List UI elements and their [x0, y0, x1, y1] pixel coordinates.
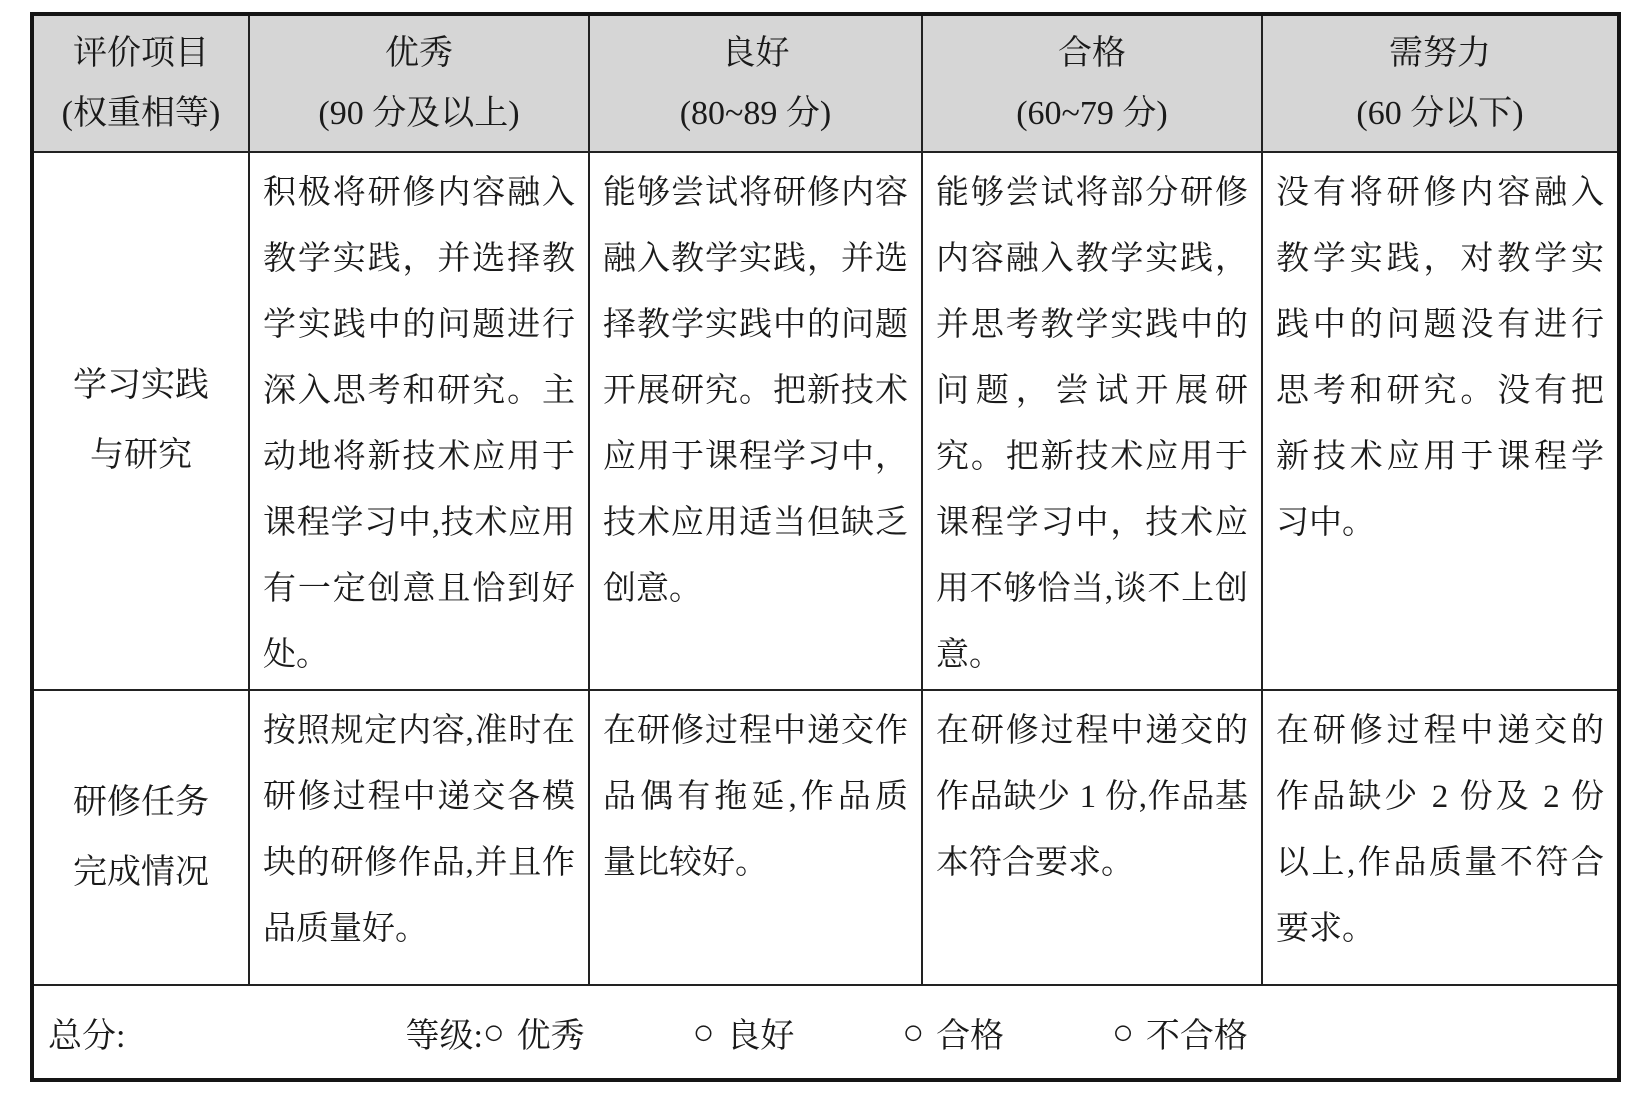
total-score-row [32, 985, 1619, 1080]
radio-circle-icon[interactable]: ○ [482, 1012, 505, 1052]
header-cell-good [589, 14, 922, 152]
grade-option-fail[interactable] [1112, 1008, 1248, 1057]
row-label-task-completion [32, 690, 249, 985]
row-label-line2: 完成情况 [73, 853, 209, 891]
row-label-line1: 学习实践 [73, 367, 209, 404]
table-row-task-completion [32, 690, 1619, 985]
cell-learning-pass: 能够尝试将部分研修内容融入教学实践，并思考教学实践中的问题，尝试开展研究。把新技术应用于课程学习中，技术应用不够恰当,谈不上创意。 [922, 152, 1262, 690]
header-cell-needs-work [1262, 14, 1619, 152]
radio-circle-icon[interactable]: ○ [692, 1012, 715, 1052]
header-needs-work-title: 需努力 [1389, 34, 1491, 72]
header-excellent-title: 优秀 [385, 34, 453, 72]
radio-circle-icon[interactable]: ○ [1112, 1012, 1134, 1052]
radio-circle-icon[interactable]: ○ [902, 1012, 925, 1052]
cell-task-pass: 在研修过程中递交的作品缺少 1 份,作品基本符合要求。 [922, 690, 1262, 985]
table-row-learning-practice [32, 152, 1619, 690]
header-row [32, 14, 1619, 152]
evaluation-rubric-table [30, 12, 1621, 1082]
grade-label: 等级: [405, 1017, 483, 1055]
row-label-learning-practice [32, 152, 249, 690]
grade-option-excellent[interactable] [483, 1008, 585, 1057]
header-criteria-subtitle: (权重相等) [61, 94, 221, 132]
header-good-range: (80~89 分) [679, 94, 832, 132]
header-criteria-title: 评价项目 [73, 34, 209, 72]
cell-task-excellent: 按照规定内容,准时在研修过程中递交各模块的研修作品,并且作品质量好。 [249, 690, 589, 985]
grade-option-label: 合格 [936, 1017, 1005, 1055]
grade-option-label: 不合格 [1145, 1017, 1248, 1055]
cell-task-good: 在研修过程中递交作品偶有拖延,作品质量比较好。 [589, 690, 922, 985]
grade-option-label: 优秀 [516, 1017, 585, 1055]
header-cell-criteria [32, 14, 249, 152]
cell-learning-needs-work: 没有将研修内容融入教学实践，对教学实践中的问题没有进行思考和研究。没有把新技术应用于课程学习中。 [1262, 152, 1619, 690]
header-needs-work-range: (60 分以下) [1356, 94, 1524, 132]
cell-learning-excellent: 积极将研修内容融入教学实践，并选择教学实践中的问题进行深入思考和研究。主动地将新技术应用于课程学习中,技术应用有一定创意且恰到好处。 [249, 152, 589, 690]
header-excellent-range: (90 分及以上) [318, 94, 520, 132]
header-cell-excellent [249, 14, 589, 152]
total-score-label: 总分: [48, 1017, 126, 1055]
header-cell-pass [922, 14, 1262, 152]
total-score-cell [32, 985, 1619, 1080]
header-pass-title: 合格 [1058, 34, 1126, 72]
header-good-title: 良好 [721, 34, 790, 72]
row-label-line2: 与研究 [90, 437, 192, 474]
row-label-line1: 研修任务 [73, 783, 209, 821]
header-pass-range: (60~79 分) [1016, 94, 1168, 132]
grade-option-good[interactable] [693, 1008, 795, 1057]
grade-option-pass[interactable] [902, 1008, 1004, 1057]
grade-option-label: 良好 [726, 1017, 795, 1055]
cell-task-needs-work: 在研修过程中递交的作品缺少 2 份及 2 份以上,作品质量不符合要求。 [1262, 690, 1619, 985]
cell-learning-good: 能够尝试将研修内容融入教学实践，并选择教学实践中的问题开展研究。把新技术应用于课程学习中，技术应用适当但缺乏创意。 [589, 152, 922, 690]
